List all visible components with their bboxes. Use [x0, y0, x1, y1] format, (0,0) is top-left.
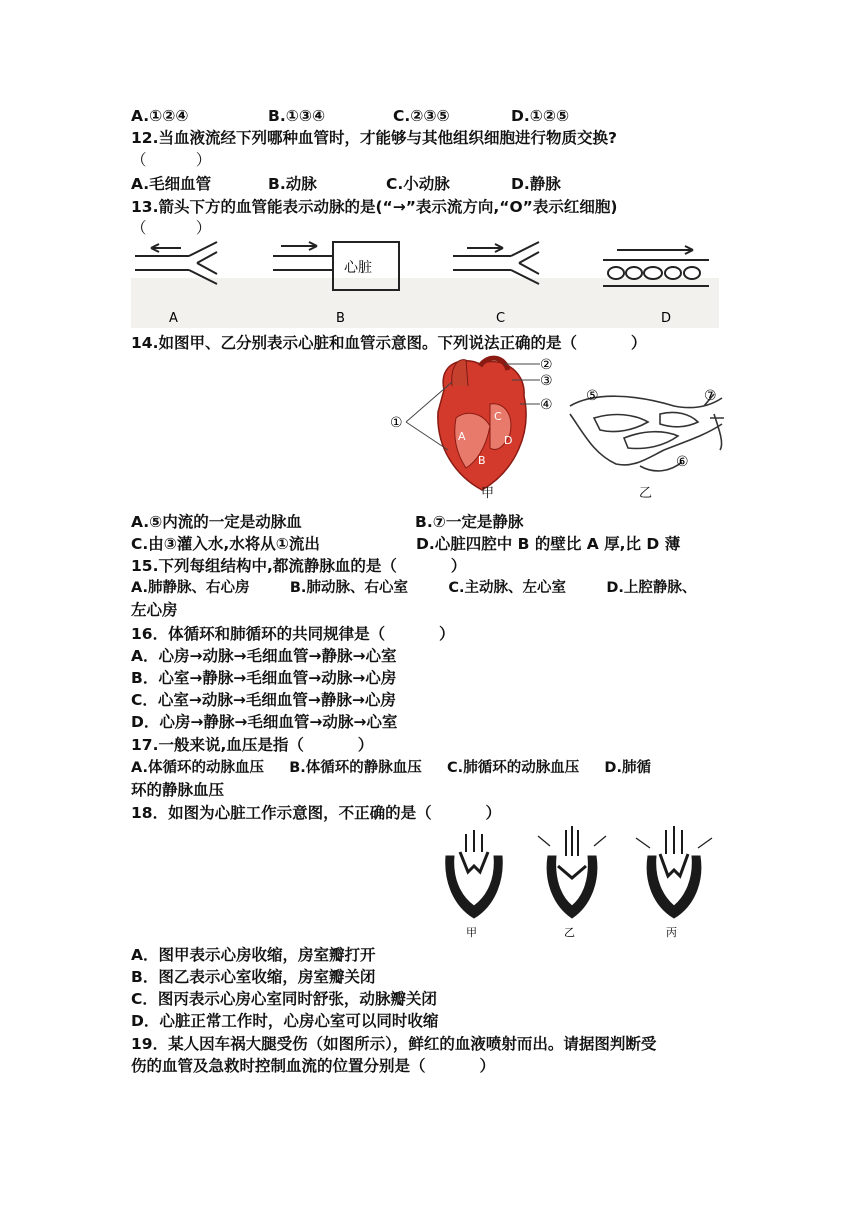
q11-option-a: A.①②④	[131, 107, 189, 125]
q14-label-7: ⑦	[704, 388, 717, 404]
q12-stem: 12.当血液流经下列哪种血管时，才能够与其他组织细胞进行物质交换?	[131, 129, 617, 147]
q14-chamber-b: B	[478, 454, 486, 467]
q14-option-c: C.由③灌入水,水将从①流出	[131, 535, 320, 553]
q17-options-line2: 环的静脉血压	[131, 781, 225, 799]
q13-vessel-figure	[131, 234, 719, 328]
q14-option-b: B.⑦一定是静脉	[415, 513, 524, 531]
q17-options-line1: A.体循环的动脉血压 B.体循环的静脉血压 C.肺循环的动脉血压 D.肺循	[131, 760, 651, 776]
q15-stem: 15.下列每组结构中,都流静脉血的是（ ）	[131, 557, 467, 575]
q14-chamber-c: C	[494, 410, 502, 423]
q17-stem: 17.一般来说,血压是指（ ）	[131, 736, 374, 754]
q11-option-b: B.①③④	[268, 107, 326, 125]
q15-options-line2: 左心房	[131, 601, 178, 619]
q14-stem: 14.如图甲、乙分别表示心脏和血管示意图。下列说法正确的是（ ）	[131, 334, 647, 352]
q14-heart-figure	[386, 352, 556, 502]
q18-caption-yi: 乙	[564, 926, 575, 938]
q19-stem-line2: 伤的血管及急救时控制血流的位置分别是（ ）	[131, 1057, 495, 1075]
q19-stem-line1: 19．某人因车祸大腿受伤（如图所示），鲜红的血液喷射而出。请据图判断受	[131, 1035, 657, 1053]
q13-label-d: D	[661, 311, 672, 326]
q13-stem: 13.箭头下方的血管能表示动脉的是(“→”表示流方向,“O”表示红细胞)	[131, 198, 618, 216]
q14-caption-yi: 乙	[639, 486, 653, 501]
q14-caption-jia: 甲	[481, 486, 495, 501]
q18-stem: 18．如图为心脏工作示意图，不正确的是（ ）	[131, 804, 502, 822]
q14-label-1: ①	[390, 415, 403, 431]
q14-option-d: D.心脏四腔中 B 的壁比 A 厚,比 D 薄	[416, 535, 681, 553]
q12-option-d: D.静脉	[511, 175, 561, 193]
q14-option-a: A.⑤内流的一定是动脉血	[131, 513, 302, 531]
q16-option-a: A．心房→动脉→毛细血管→静脉→心室	[131, 647, 397, 665]
q16-option-b: B．心室→静脉→毛细血管→动脉→心房	[131, 669, 397, 687]
q11-option-d: D.①②⑤	[511, 107, 570, 125]
q13-label-a: A	[169, 311, 178, 326]
q13-heart-label: 心脏	[344, 260, 372, 276]
q14-vessel-figure	[564, 384, 734, 494]
q14-label-2: ②	[540, 357, 553, 373]
q13-label-b: B	[336, 311, 345, 326]
q14-chamber-d: D	[504, 434, 513, 447]
q18-option-b: B．图乙表示心室收缩，房室瓣关闭	[131, 968, 376, 986]
q16-option-d: D．心房→静脉→毛细血管→动脉→心室	[131, 713, 398, 731]
q13-blank: （ ）	[131, 219, 212, 237]
q12-option-c: C.小动脉	[386, 175, 450, 193]
q13-label-c: C	[496, 311, 506, 326]
q18-option-c: C．图丙表示心房心室同时舒张，动脉瓣关闭	[131, 990, 437, 1008]
q18-option-a: A．图甲表示心房收缩，房室瓣打开	[131, 946, 376, 964]
q18-caption-bing: 丙	[666, 926, 677, 938]
q11-option-c: C.②③⑤	[393, 107, 450, 125]
q16-stem: 16．体循环和肺循环的共同规律是（ ）	[131, 625, 455, 643]
q15-options-line1: A.肺静脉、右心房 B.肺动脉、右心室 C.主动脉、左心室 D.上腔静脉、	[131, 580, 697, 596]
q14-chamber-a: A	[458, 430, 466, 443]
q12-option-b: B.动脉	[268, 175, 317, 193]
q14-label-6: ⑥	[676, 454, 689, 470]
q14-label-5: ⑤	[586, 388, 599, 404]
q18-option-d: D．心脏正常工作时，心房心室可以同时收缩	[131, 1012, 439, 1030]
q18-heart-cycle-figure	[438, 826, 728, 938]
q14-label-3: ③	[540, 373, 553, 389]
q14-label-4: ④	[540, 397, 553, 413]
q18-caption-jia: 甲	[466, 926, 477, 938]
q12-option-a: A.毛细血管	[131, 175, 212, 193]
q16-option-c: C．心室→动脉→毛细血管→静脉→心房	[131, 691, 396, 709]
q12-blank: （ ）	[131, 151, 212, 169]
